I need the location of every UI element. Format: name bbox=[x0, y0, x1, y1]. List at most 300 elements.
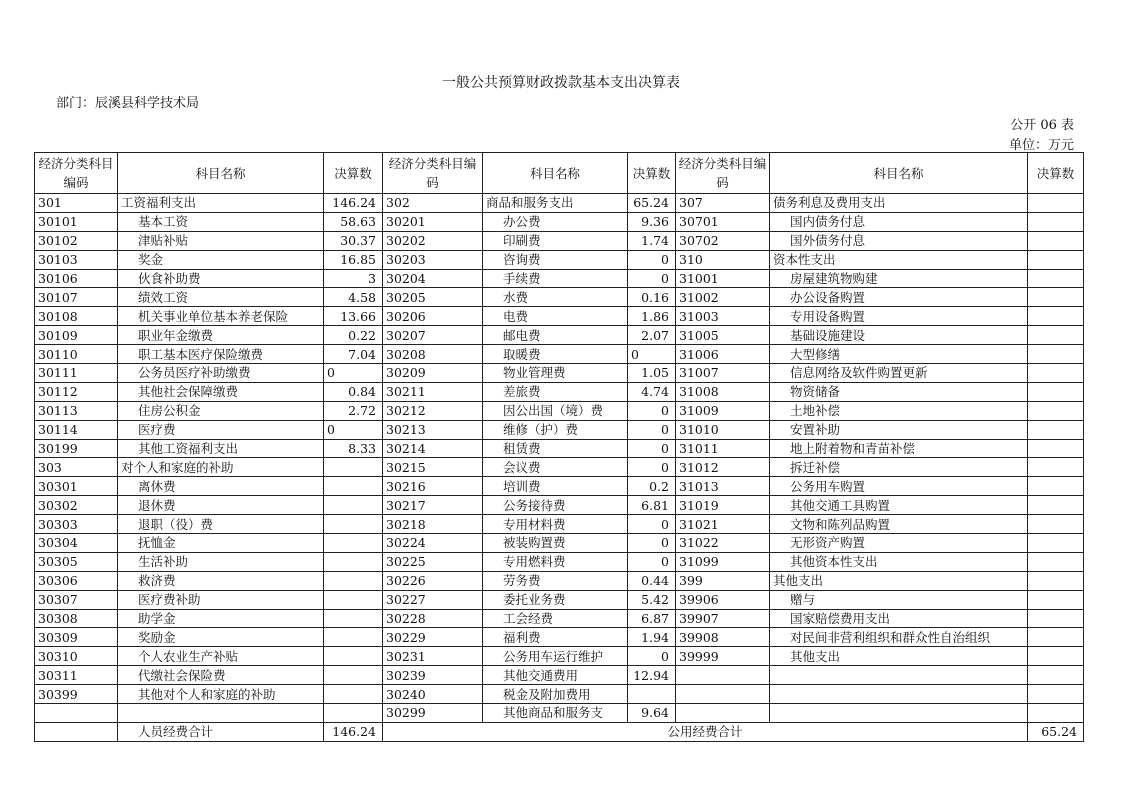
code-cell: 30702 bbox=[676, 231, 770, 250]
name-cell: 奖励金 bbox=[118, 628, 324, 647]
name-cell: 劳务费 bbox=[483, 571, 628, 590]
code-cell: 30201 bbox=[383, 212, 483, 231]
name-cell: 职业年金缴费 bbox=[118, 326, 324, 345]
code-cell: 31022 bbox=[676, 534, 770, 553]
table-row bbox=[35, 307, 1084, 326]
code-cell: 310 bbox=[676, 250, 770, 269]
amount-cell bbox=[324, 647, 383, 666]
code-cell bbox=[35, 704, 118, 723]
expenditure-table bbox=[34, 152, 1084, 742]
amount-cell bbox=[324, 515, 383, 534]
name-cell: 其他工资福利支出 bbox=[118, 439, 324, 458]
code-cell: 303 bbox=[35, 458, 118, 477]
code-cell: 30206 bbox=[383, 307, 483, 326]
amount-cell: 3 bbox=[324, 269, 383, 288]
table-row bbox=[35, 364, 1084, 383]
name-cell: 文物和陈列品购置 bbox=[770, 515, 1028, 534]
name-cell: 物资储备 bbox=[770, 382, 1028, 401]
name-cell: 被装购置费 bbox=[483, 534, 628, 553]
name-cell: 对个人和家庭的补助 bbox=[118, 458, 324, 477]
amount-cell: 0 bbox=[628, 345, 676, 364]
code-cell: 30211 bbox=[383, 382, 483, 401]
code-cell: 30701 bbox=[676, 212, 770, 231]
amount-cell: 1.94 bbox=[628, 628, 676, 647]
code-cell: 30205 bbox=[383, 288, 483, 307]
amount-cell bbox=[324, 552, 383, 571]
public-total-label: 公用经费合计 bbox=[383, 722, 1028, 741]
name-cell: 印刷费 bbox=[483, 231, 628, 250]
header-name-1: 科目名称 bbox=[118, 153, 324, 194]
amount-cell bbox=[324, 458, 383, 477]
name-cell: 资本性支出 bbox=[770, 250, 1028, 269]
amount-cell: 0 bbox=[628, 534, 676, 553]
name-cell: 手续费 bbox=[483, 269, 628, 288]
amount-cell bbox=[1028, 364, 1084, 383]
amount-cell: 0.2 bbox=[628, 477, 676, 496]
amount-cell: 0.84 bbox=[324, 382, 383, 401]
code-cell: 31003 bbox=[676, 307, 770, 326]
amount-cell: 16.85 bbox=[324, 250, 383, 269]
name-cell: 地上附着物和青苗补偿 bbox=[770, 439, 1028, 458]
amount-cell: 7.04 bbox=[324, 345, 383, 364]
name-cell: 机关事业单位基本养老保险 bbox=[118, 307, 324, 326]
name-cell: 债务利息及费用支出 bbox=[770, 194, 1028, 213]
code-cell: 31005 bbox=[676, 326, 770, 345]
name-cell: 个人农业生产补贴 bbox=[118, 647, 324, 666]
code-cell: 30108 bbox=[35, 307, 118, 326]
code-cell: 30301 bbox=[35, 477, 118, 496]
amount-cell: 5.42 bbox=[628, 590, 676, 609]
code-cell: 30227 bbox=[383, 590, 483, 609]
name-cell: 抚恤金 bbox=[118, 534, 324, 553]
name-cell: 住房公积金 bbox=[118, 401, 324, 420]
code-cell: 31010 bbox=[676, 420, 770, 439]
code-cell: 30111 bbox=[35, 364, 118, 383]
name-cell: 基本工资 bbox=[118, 212, 324, 231]
name-cell: 专用燃料费 bbox=[483, 552, 628, 571]
name-cell: 职工基本医疗保险缴费 bbox=[118, 345, 324, 364]
name-cell bbox=[770, 685, 1028, 704]
name-cell: 拆迁补偿 bbox=[770, 458, 1028, 477]
header-name-2: 科目名称 bbox=[483, 153, 628, 194]
name-cell: 代缴社会保险费 bbox=[118, 666, 324, 685]
amount-cell bbox=[324, 666, 383, 685]
amount-cell bbox=[1028, 704, 1084, 723]
total-row bbox=[35, 722, 1084, 741]
amount-cell bbox=[628, 685, 676, 704]
name-cell: 国外债务付息 bbox=[770, 231, 1028, 250]
amount-cell: 9.64 bbox=[628, 704, 676, 723]
name-cell: 办公设备购置 bbox=[770, 288, 1028, 307]
name-cell: 其他交通费用 bbox=[483, 666, 628, 685]
code-cell: 30239 bbox=[383, 666, 483, 685]
name-cell: 津贴补贴 bbox=[118, 231, 324, 250]
amount-cell: 4.58 bbox=[324, 288, 383, 307]
code-cell: 399 bbox=[676, 571, 770, 590]
amount-cell bbox=[1028, 345, 1084, 364]
header-amount-2: 决算数 bbox=[628, 153, 676, 194]
code-cell: 30299 bbox=[383, 704, 483, 723]
amount-cell: 1.74 bbox=[628, 231, 676, 250]
code-cell: 30308 bbox=[35, 609, 118, 628]
code-cell: 30311 bbox=[35, 666, 118, 685]
amount-cell: 9.36 bbox=[628, 212, 676, 231]
code-cell: 30224 bbox=[383, 534, 483, 553]
table-row bbox=[35, 231, 1084, 250]
table-row bbox=[35, 590, 1084, 609]
amount-cell: 6.87 bbox=[628, 609, 676, 628]
name-cell: 国家赔偿费用支出 bbox=[770, 609, 1028, 628]
name-cell: 物业管理费 bbox=[483, 364, 628, 383]
table-row bbox=[35, 704, 1084, 723]
name-cell: 信息网络及软件购置更新 bbox=[770, 364, 1028, 383]
name-cell: 奖金 bbox=[118, 250, 324, 269]
code-cell: 30304 bbox=[35, 534, 118, 553]
code-cell: 30228 bbox=[383, 609, 483, 628]
amount-cell: 65.24 bbox=[628, 194, 676, 213]
amount-cell bbox=[1028, 288, 1084, 307]
name-cell: 公务接待费 bbox=[483, 496, 628, 515]
amount-cell: 8.33 bbox=[324, 439, 383, 458]
code-cell: 30213 bbox=[383, 420, 483, 439]
name-cell: 其他支出 bbox=[770, 647, 1028, 666]
amount-cell: 1.86 bbox=[628, 307, 676, 326]
name-cell: 其他对个人和家庭的补助 bbox=[118, 685, 324, 704]
amount-cell bbox=[324, 477, 383, 496]
code-cell: 30212 bbox=[383, 401, 483, 420]
code-cell: 30114 bbox=[35, 420, 118, 439]
amount-cell: 0 bbox=[628, 647, 676, 666]
amount-cell: 0 bbox=[628, 515, 676, 534]
amount-cell bbox=[1028, 496, 1084, 515]
amount-cell bbox=[1028, 231, 1084, 250]
name-cell: 商品和服务支出 bbox=[483, 194, 628, 213]
amount-cell bbox=[1028, 326, 1084, 345]
name-cell: 生活补助 bbox=[118, 552, 324, 571]
amount-cell bbox=[1028, 534, 1084, 553]
amount-cell bbox=[1028, 307, 1084, 326]
table-row bbox=[35, 534, 1084, 553]
name-cell: 公务员医疗补助缴费 bbox=[118, 364, 324, 383]
code-cell: 31099 bbox=[676, 552, 770, 571]
name-cell: 公务用车运行维护 bbox=[483, 647, 628, 666]
code-cell: 30209 bbox=[383, 364, 483, 383]
department-label: 部门：辰溪县科学技术局 bbox=[56, 96, 200, 111]
table-row bbox=[35, 288, 1084, 307]
amount-cell: 0 bbox=[628, 401, 676, 420]
code-cell: 30215 bbox=[383, 458, 483, 477]
name-cell: 离休费 bbox=[118, 477, 324, 496]
amount-cell: 6.81 bbox=[628, 496, 676, 515]
name-cell: 取暖费 bbox=[483, 345, 628, 364]
amount-cell: 0.16 bbox=[628, 288, 676, 307]
amount-cell: 0 bbox=[324, 364, 383, 383]
header-name-3: 科目名称 bbox=[770, 153, 1028, 194]
amount-cell bbox=[324, 685, 383, 704]
table-row bbox=[35, 401, 1084, 420]
amount-cell: 58.63 bbox=[324, 212, 383, 231]
table-row bbox=[35, 382, 1084, 401]
amount-cell: 13.66 bbox=[324, 307, 383, 326]
name-cell: 医疗费 bbox=[118, 420, 324, 439]
code-cell: 30107 bbox=[35, 288, 118, 307]
name-cell: 基础设施建设 bbox=[770, 326, 1028, 345]
code-cell: 30112 bbox=[35, 382, 118, 401]
name-cell: 委托业务费 bbox=[483, 590, 628, 609]
table-row bbox=[35, 326, 1084, 345]
code-cell: 39908 bbox=[676, 628, 770, 647]
code-cell: 302 bbox=[383, 194, 483, 213]
amount-cell bbox=[1028, 439, 1084, 458]
table-row bbox=[35, 212, 1084, 231]
table-row bbox=[35, 194, 1084, 213]
amount-cell bbox=[1028, 609, 1084, 628]
amount-cell bbox=[324, 571, 383, 590]
amount-cell: 2.07 bbox=[628, 326, 676, 345]
name-cell bbox=[770, 666, 1028, 685]
name-cell: 对民间非营利组织和群众性自治组织 bbox=[770, 628, 1028, 647]
name-cell: 税金及附加费用 bbox=[483, 685, 628, 704]
amount-cell bbox=[1028, 250, 1084, 269]
code-cell: 30225 bbox=[383, 552, 483, 571]
table-row bbox=[35, 552, 1084, 571]
code-cell: 30113 bbox=[35, 401, 118, 420]
name-cell: 其他交通工具购置 bbox=[770, 496, 1028, 515]
name-cell: 赠与 bbox=[770, 590, 1028, 609]
amount-cell bbox=[1028, 212, 1084, 231]
code-cell: 30217 bbox=[383, 496, 483, 515]
amount-cell bbox=[324, 704, 383, 723]
amount-cell bbox=[1028, 458, 1084, 477]
code-cell: 30310 bbox=[35, 647, 118, 666]
name-cell: 其他社会保障缴费 bbox=[118, 382, 324, 401]
name-cell: 安置补助 bbox=[770, 420, 1028, 439]
name-cell bbox=[118, 704, 324, 723]
amount-cell bbox=[1028, 628, 1084, 647]
name-cell: 福利费 bbox=[483, 628, 628, 647]
code-cell: 30204 bbox=[383, 269, 483, 288]
header-code-2: 经济分类科目编码 bbox=[383, 153, 483, 194]
amount-cell bbox=[1028, 571, 1084, 590]
name-cell: 水费 bbox=[483, 288, 628, 307]
name-cell: 救济费 bbox=[118, 571, 324, 590]
code-cell: 39906 bbox=[676, 590, 770, 609]
amount-cell bbox=[324, 496, 383, 515]
name-cell: 其他商品和服务支 bbox=[483, 704, 628, 723]
code-cell: 30307 bbox=[35, 590, 118, 609]
name-cell: 房屋建筑物购建 bbox=[770, 269, 1028, 288]
amount-cell: 0.22 bbox=[324, 326, 383, 345]
table-row bbox=[35, 515, 1084, 534]
name-cell: 医疗费补助 bbox=[118, 590, 324, 609]
table-row bbox=[35, 609, 1084, 628]
amount-cell bbox=[324, 590, 383, 609]
code-cell: 31007 bbox=[676, 364, 770, 383]
amount-cell bbox=[1028, 420, 1084, 439]
table-row bbox=[35, 250, 1084, 269]
name-cell: 工会经费 bbox=[483, 609, 628, 628]
code-cell: 31008 bbox=[676, 382, 770, 401]
header-code-3: 经济分类科目编码 bbox=[676, 153, 770, 194]
code-cell: 31001 bbox=[676, 269, 770, 288]
code-cell: 30305 bbox=[35, 552, 118, 571]
table-row bbox=[35, 685, 1084, 704]
code-cell: 31006 bbox=[676, 345, 770, 364]
code-cell: 30106 bbox=[35, 269, 118, 288]
amount-cell bbox=[1028, 382, 1084, 401]
code-cell: 31009 bbox=[676, 401, 770, 420]
amount-cell bbox=[1028, 269, 1084, 288]
table-row bbox=[35, 269, 1084, 288]
amount-cell: 0 bbox=[628, 439, 676, 458]
table-row bbox=[35, 458, 1084, 477]
header-code-1: 经济分类科目编码 bbox=[35, 153, 118, 194]
code-cell: 31021 bbox=[676, 515, 770, 534]
code-cell: 30309 bbox=[35, 628, 118, 647]
table-header-row bbox=[35, 153, 1084, 194]
table-row bbox=[35, 477, 1084, 496]
code-cell: 30216 bbox=[383, 477, 483, 496]
name-cell: 国内债务付息 bbox=[770, 212, 1028, 231]
code-cell: 307 bbox=[676, 194, 770, 213]
amount-cell bbox=[1028, 590, 1084, 609]
code-cell: 30207 bbox=[383, 326, 483, 345]
amount-cell: 30.37 bbox=[324, 231, 383, 250]
amount-cell: 2.72 bbox=[324, 401, 383, 420]
name-cell: 绩效工资 bbox=[118, 288, 324, 307]
code-cell: 31012 bbox=[676, 458, 770, 477]
form-number: 公开 06 表 bbox=[1010, 118, 1074, 133]
code-cell: 30240 bbox=[383, 685, 483, 704]
code-cell: 30109 bbox=[35, 326, 118, 345]
amount-cell bbox=[1028, 401, 1084, 420]
name-cell: 邮电费 bbox=[483, 326, 628, 345]
code-cell: 39999 bbox=[676, 647, 770, 666]
table-row bbox=[35, 647, 1084, 666]
amount-cell bbox=[1028, 552, 1084, 571]
amount-cell bbox=[1028, 685, 1084, 704]
code-cell: 39907 bbox=[676, 609, 770, 628]
code-cell: 31019 bbox=[676, 496, 770, 515]
name-cell: 其他资本性支出 bbox=[770, 552, 1028, 571]
name-cell: 公务用车购置 bbox=[770, 477, 1028, 496]
amount-cell bbox=[1028, 194, 1084, 213]
amount-cell bbox=[324, 534, 383, 553]
amount-cell: 146.24 bbox=[324, 194, 383, 213]
name-cell: 专用材料费 bbox=[483, 515, 628, 534]
name-cell: 助学金 bbox=[118, 609, 324, 628]
table-row bbox=[35, 439, 1084, 458]
table-row bbox=[35, 420, 1084, 439]
code-cell: 30231 bbox=[383, 647, 483, 666]
name-cell: 办公费 bbox=[483, 212, 628, 231]
code-cell: 30226 bbox=[383, 571, 483, 590]
amount-cell: 0.44 bbox=[628, 571, 676, 590]
name-cell: 培训费 bbox=[483, 477, 628, 496]
name-cell: 土地补偿 bbox=[770, 401, 1028, 420]
table-row bbox=[35, 666, 1084, 685]
amount-cell: 0 bbox=[628, 250, 676, 269]
code-cell: 30208 bbox=[383, 345, 483, 364]
code-cell: 30218 bbox=[383, 515, 483, 534]
amount-cell: 1.05 bbox=[628, 364, 676, 383]
name-cell bbox=[770, 704, 1028, 723]
code-cell: 30202 bbox=[383, 231, 483, 250]
code-cell: 30203 bbox=[383, 250, 483, 269]
amount-cell: 0 bbox=[628, 552, 676, 571]
header-amount-1: 决算数 bbox=[324, 153, 383, 194]
code-cell: 31002 bbox=[676, 288, 770, 307]
name-cell: 维修（护）费 bbox=[483, 420, 628, 439]
table-row bbox=[35, 571, 1084, 590]
public-total-value: 65.24 bbox=[1028, 722, 1084, 741]
amount-cell bbox=[324, 609, 383, 628]
amount-cell bbox=[1028, 477, 1084, 496]
code-cell: 31011 bbox=[676, 439, 770, 458]
name-cell: 伙食补助费 bbox=[118, 269, 324, 288]
code-cell: 30110 bbox=[35, 345, 118, 364]
amount-cell bbox=[1028, 515, 1084, 534]
amount-cell: 12.94 bbox=[628, 666, 676, 685]
code-cell: 30399 bbox=[35, 685, 118, 704]
name-cell: 会议费 bbox=[483, 458, 628, 477]
name-cell: 专用设备购置 bbox=[770, 307, 1028, 326]
amount-cell bbox=[1028, 666, 1084, 685]
code-cell: 30199 bbox=[35, 439, 118, 458]
code-cell: 31013 bbox=[676, 477, 770, 496]
table-row bbox=[35, 345, 1084, 364]
code-cell: 30102 bbox=[35, 231, 118, 250]
code-cell: 30302 bbox=[35, 496, 118, 515]
amount-cell: 0 bbox=[628, 458, 676, 477]
table-row bbox=[35, 628, 1084, 647]
code-cell: 30229 bbox=[383, 628, 483, 647]
name-cell: 因公出国（境）费 bbox=[483, 401, 628, 420]
code-cell: 30214 bbox=[383, 439, 483, 458]
code-cell: 30101 bbox=[35, 212, 118, 231]
amount-cell: 0 bbox=[628, 420, 676, 439]
name-cell: 工资福利支出 bbox=[118, 194, 324, 213]
amount-cell: 0 bbox=[628, 269, 676, 288]
name-cell: 退休费 bbox=[118, 496, 324, 515]
code-cell bbox=[676, 666, 770, 685]
amount-cell: 4.74 bbox=[628, 382, 676, 401]
name-cell: 咨询费 bbox=[483, 250, 628, 269]
personnel-total-value: 146.24 bbox=[324, 722, 383, 741]
name-cell: 电费 bbox=[483, 307, 628, 326]
name-cell: 大型修缮 bbox=[770, 345, 1028, 364]
name-cell: 租赁费 bbox=[483, 439, 628, 458]
code-cell bbox=[676, 685, 770, 704]
name-cell: 退职（役）费 bbox=[118, 515, 324, 534]
code-cell bbox=[676, 704, 770, 723]
code-cell: 30303 bbox=[35, 515, 118, 534]
amount-cell: 0 bbox=[324, 420, 383, 439]
name-cell: 其他支出 bbox=[770, 571, 1028, 590]
amount-cell bbox=[1028, 647, 1084, 666]
table-row bbox=[35, 496, 1084, 515]
page-title: 一般公共预算财政拨款基本支出决算表 bbox=[442, 75, 680, 91]
name-cell: 无形资产购置 bbox=[770, 534, 1028, 553]
personnel-total-label: 人员经费合计 bbox=[118, 722, 324, 741]
amount-cell bbox=[324, 628, 383, 647]
code-cell: 30103 bbox=[35, 250, 118, 269]
code-cell: 301 bbox=[35, 194, 118, 213]
name-cell: 差旅费 bbox=[483, 382, 628, 401]
unit-label: 单位：万元 bbox=[1008, 138, 1074, 153]
header-amount-3: 决算数 bbox=[1028, 153, 1084, 194]
code-cell: 30306 bbox=[35, 571, 118, 590]
